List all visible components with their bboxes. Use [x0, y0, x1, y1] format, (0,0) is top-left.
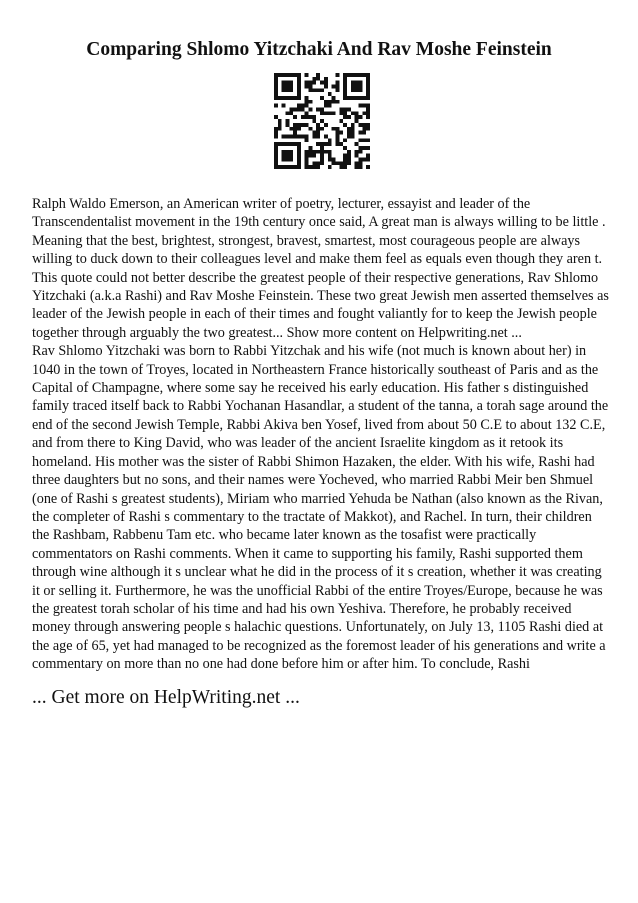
qr-code-graphic: [274, 73, 370, 169]
paragraph-rashi: Rav Shlomo Yitzchaki was born to Rabbi Yitzchak and his wife (not much is known about her) in 1040 in the town of Troyes, located in Northeastern France historically southeast of Paris and as the Capital of Champagne, where some say he received his early education. His father s distinguished family traced itself back to Rabbi Yochanan Hasandlar, a student of the tanna, a torah sage around the end of the second Jewish Temple, Rabbi Akiva ben Yosef, lived from about 50 C.E to about 132 C.E, and from there to King David, who was leader of the ancient Israelite kingdom as it retook its homeland. His mother was the sister of Rabbi Shimon Hazaken, the elder. With his wife, Rashi had three daughters but no sons, and their names were Yocheved, who married Rabbi Meir ben Shmuel (one of Rashi s greatest students), Miriam who married Yehuda be Nathan (also known as the Rivan, the completer of Rashi s commentary to the tractate of Makkot), and Rachel. In turn, their children the Rashbam, Rabbenu Tam etc. who became later known as the tosafist were practically commentators on Rashi comments. When it came to supporting his family, Rashi supported them through wine although it s unclear what he did in the process of it s creation, whether it was creating it or selling it. Furthermore, he was the unofficial Rabbi of the entire Troyes/Europe, because he was the greatest torah scholar of his time and had his own Yeshiva. Therefore, he probably received money through answering people s halachic questions. Unfortunately, on July 13, 1105 Rashi died at the age of 65, yet had managed to be recognized as the foremost leader of his generations and write a commentary on more than no one had done before him or after him. To conclude, Rashi: [32, 343, 609, 673]
body-text: [32, 195, 610, 674]
get-more-link[interactable]: ... Get more on HelpWriting.net ...: [32, 687, 300, 708]
qr-code-icon: [274, 73, 370, 169]
page-title: Comparing Shlomo Yitzchaki And Rav Moshe Feinstein: [86, 39, 552, 60]
paragraph-intro: Ralph Waldo Emerson, an American writer of poetry, lecturer, essayist and leader of the Transcendentalist movement in the 19th century once said, A great man is always willing to be little . Meaning that the best, brightest, strongest, bravest, smartest, most courageous people are always willing to duck down to their colleagues level and make them feel as equals even though they aren t. This quote could not better describe the greatest people of their respective generations, Rav Shlomo Yitzchaki (a.k.a Rashi) and Rav Moshe Feinstein. These two great Jewish men asserted themselves as leader of the Jewish people in each of their times and fought valiantly for to keep the Jewish people together through arguably the two greatest... Show more content on Helpwriting.net ...: [32, 196, 609, 341]
